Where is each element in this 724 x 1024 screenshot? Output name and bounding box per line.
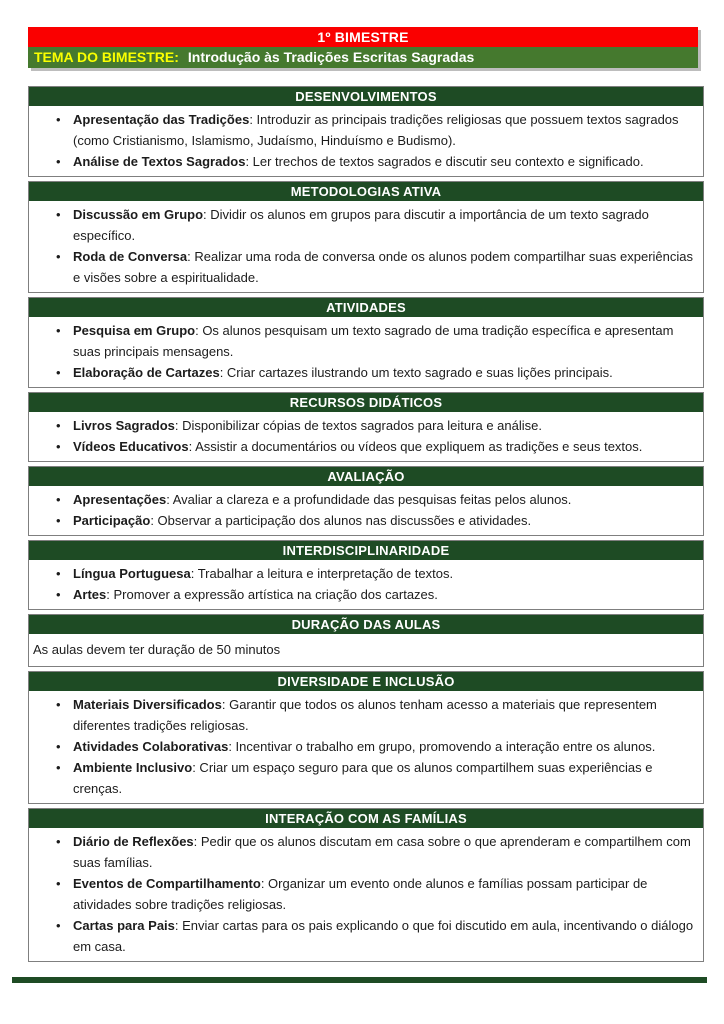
list-item — [56, 415, 695, 436]
list-item — [56, 436, 695, 457]
item-label: Livros Sagrados — [73, 418, 175, 433]
item-text: : Introduzir as principais tradições religiosas que possuem textos sagrados (como Cristianismo, Islamismo, Judaísmo, Hinduísmo e Budismo). — [73, 112, 679, 148]
bimestre-title-bar — [28, 27, 698, 47]
item-label: Apresentação das Tradições — [73, 112, 250, 127]
bullet-list — [29, 563, 695, 605]
list-item — [56, 151, 695, 172]
list-item — [56, 109, 695, 151]
bullet-list — [29, 320, 695, 383]
section-body — [29, 486, 703, 535]
section-body — [29, 412, 703, 461]
list-item — [56, 736, 695, 757]
item-label: Língua Portuguesa — [73, 566, 191, 581]
item-text: : Criar cartazes ilustrando um texto sagrado e suas lições principais. — [219, 365, 613, 380]
section-header: DIVERSIDADE E INCLUSÃO — [29, 672, 703, 691]
item-label: Materiais Diversificados — [73, 697, 222, 712]
list-item — [56, 510, 695, 531]
bimestre-title: 1º BIMESTRE — [317, 29, 409, 45]
bullet-list — [29, 694, 695, 799]
bullet-list — [29, 415, 695, 457]
section — [28, 808, 704, 962]
item-label: Eventos de Compartilhamento — [73, 876, 261, 891]
list-item — [56, 757, 695, 799]
bullet-list — [29, 109, 695, 172]
tema-label: TEMA DO BIMESTRE: — [34, 49, 179, 65]
item-text: : Pedir que os alunos discutam em casa sobre o que aprenderam e compartilhem com suas famílias. — [73, 834, 691, 870]
section — [28, 540, 704, 610]
section-header: ATIVIDADES — [29, 298, 703, 317]
item-text: : Garantir que todos os alunos tenham acesso a materiais que representem diferentes tradições religiosas. — [73, 697, 657, 733]
item-label: Diário de Reflexões — [73, 834, 194, 849]
item-text: : Os alunos pesquisam um texto sagrado de uma tradição específica e apresentam suas principais mensagens. — [73, 323, 674, 359]
section-header: DESENVOLVIMENTOS — [29, 87, 703, 106]
footer-divider-bar — [12, 977, 707, 983]
section — [28, 671, 704, 804]
section-header: DURAÇÃO DAS AULAS — [29, 615, 703, 634]
item-text: : Organizar um evento onde alunos e famílias possam participar de atividades sobre tradições religiosas. — [73, 876, 648, 912]
bullet-list — [29, 831, 695, 957]
section-header: AVALIAÇÃO — [29, 467, 703, 486]
section-header: INTERDISCIPLINARIDADE — [29, 541, 703, 560]
section — [28, 297, 704, 388]
item-text: : Dividir os alunos em grupos para discutir a importância de um texto sagrado específico. — [73, 207, 649, 243]
plain-text: As aulas devem ter duração de 50 minutos — [33, 642, 281, 657]
item-text: : Assistir a documentários ou vídeos que expliquem as tradições e seus textos. — [188, 439, 643, 454]
item-text: : Disponibilizar cópias de textos sagrados para leitura e análise. — [174, 418, 542, 433]
section-body — [29, 560, 703, 609]
section-body — [29, 691, 703, 803]
item-label: Atividades Colaborativas — [73, 739, 229, 754]
list-item — [56, 489, 695, 510]
item-label: Cartas para Pais — [73, 918, 175, 933]
section — [28, 392, 704, 462]
tema-bar — [28, 47, 698, 68]
list-item — [56, 831, 695, 873]
item-text: : Trabalhar a leitura e interpretação de textos. — [190, 566, 454, 581]
item-label: Ambiente Inclusivo — [73, 760, 193, 775]
list-item — [56, 873, 695, 915]
item-text: : Incentivar o trabalho em grupo, promovendo a interação entre os alunos. — [228, 739, 656, 754]
document-header — [28, 27, 698, 68]
item-text: : Observar a participação dos alunos nas discussões e atividades. — [150, 513, 532, 528]
list-item — [56, 694, 695, 736]
section-header: INTERAÇÃO COM AS FAMÍLIAS — [29, 809, 703, 828]
item-text: : Ler trechos de textos sagrados e discutir seu contexto e significado. — [245, 154, 644, 169]
item-label: Apresentações — [73, 492, 167, 507]
list-item — [56, 362, 695, 383]
bullet-list — [29, 204, 695, 288]
section-header: METODOLOGIAS ATIVA — [29, 182, 703, 201]
list-item — [56, 563, 695, 584]
item-text: : Enviar cartas para os pais explicando o que foi discutido em aula, incentivando o diálogo em casa. — [73, 918, 694, 954]
list-item — [56, 915, 695, 957]
list-item — [56, 204, 695, 246]
item-label: Discussão em Grupo — [73, 207, 204, 222]
list-item — [56, 320, 695, 362]
item-label: Pesquisa em Grupo — [73, 323, 196, 338]
item-label: Análise de Textos Sagrados — [73, 154, 246, 169]
item-label: Elaboração de Cartazes — [73, 365, 220, 380]
section-header: RECURSOS DIDÁTICOS — [29, 393, 703, 412]
item-label: Vídeos Educativos — [73, 439, 189, 454]
section-body — [29, 828, 703, 961]
item-text: : Realizar uma roda de conversa onde os alunos podem compartilhar suas experiências e visões sobre a espiritualidade. — [73, 249, 693, 285]
item-text: : Criar um espaço seguro para que os alunos compartilhem suas experiências e crenças. — [73, 760, 653, 796]
section-body — [29, 317, 703, 387]
tema-value: Introdução às Tradições Escritas Sagradas — [187, 49, 475, 65]
item-text: : Avaliar a clareza e a profundidade das pesquisas feitas pelos alunos. — [166, 492, 572, 507]
section-body — [29, 201, 703, 292]
section — [28, 181, 704, 293]
item-label: Participação — [73, 513, 151, 528]
sections-container — [28, 86, 704, 966]
item-label: Roda de Conversa — [73, 249, 188, 264]
list-item — [56, 246, 695, 288]
section — [28, 614, 704, 667]
bullet-list — [29, 489, 695, 531]
item-label: Artes — [73, 587, 107, 602]
list-item — [56, 584, 695, 605]
section — [28, 466, 704, 536]
section-body — [29, 106, 703, 176]
section-body — [29, 634, 703, 666]
section — [28, 86, 704, 177]
item-text: : Promover a expressão artística na criação dos cartazes. — [106, 587, 438, 602]
